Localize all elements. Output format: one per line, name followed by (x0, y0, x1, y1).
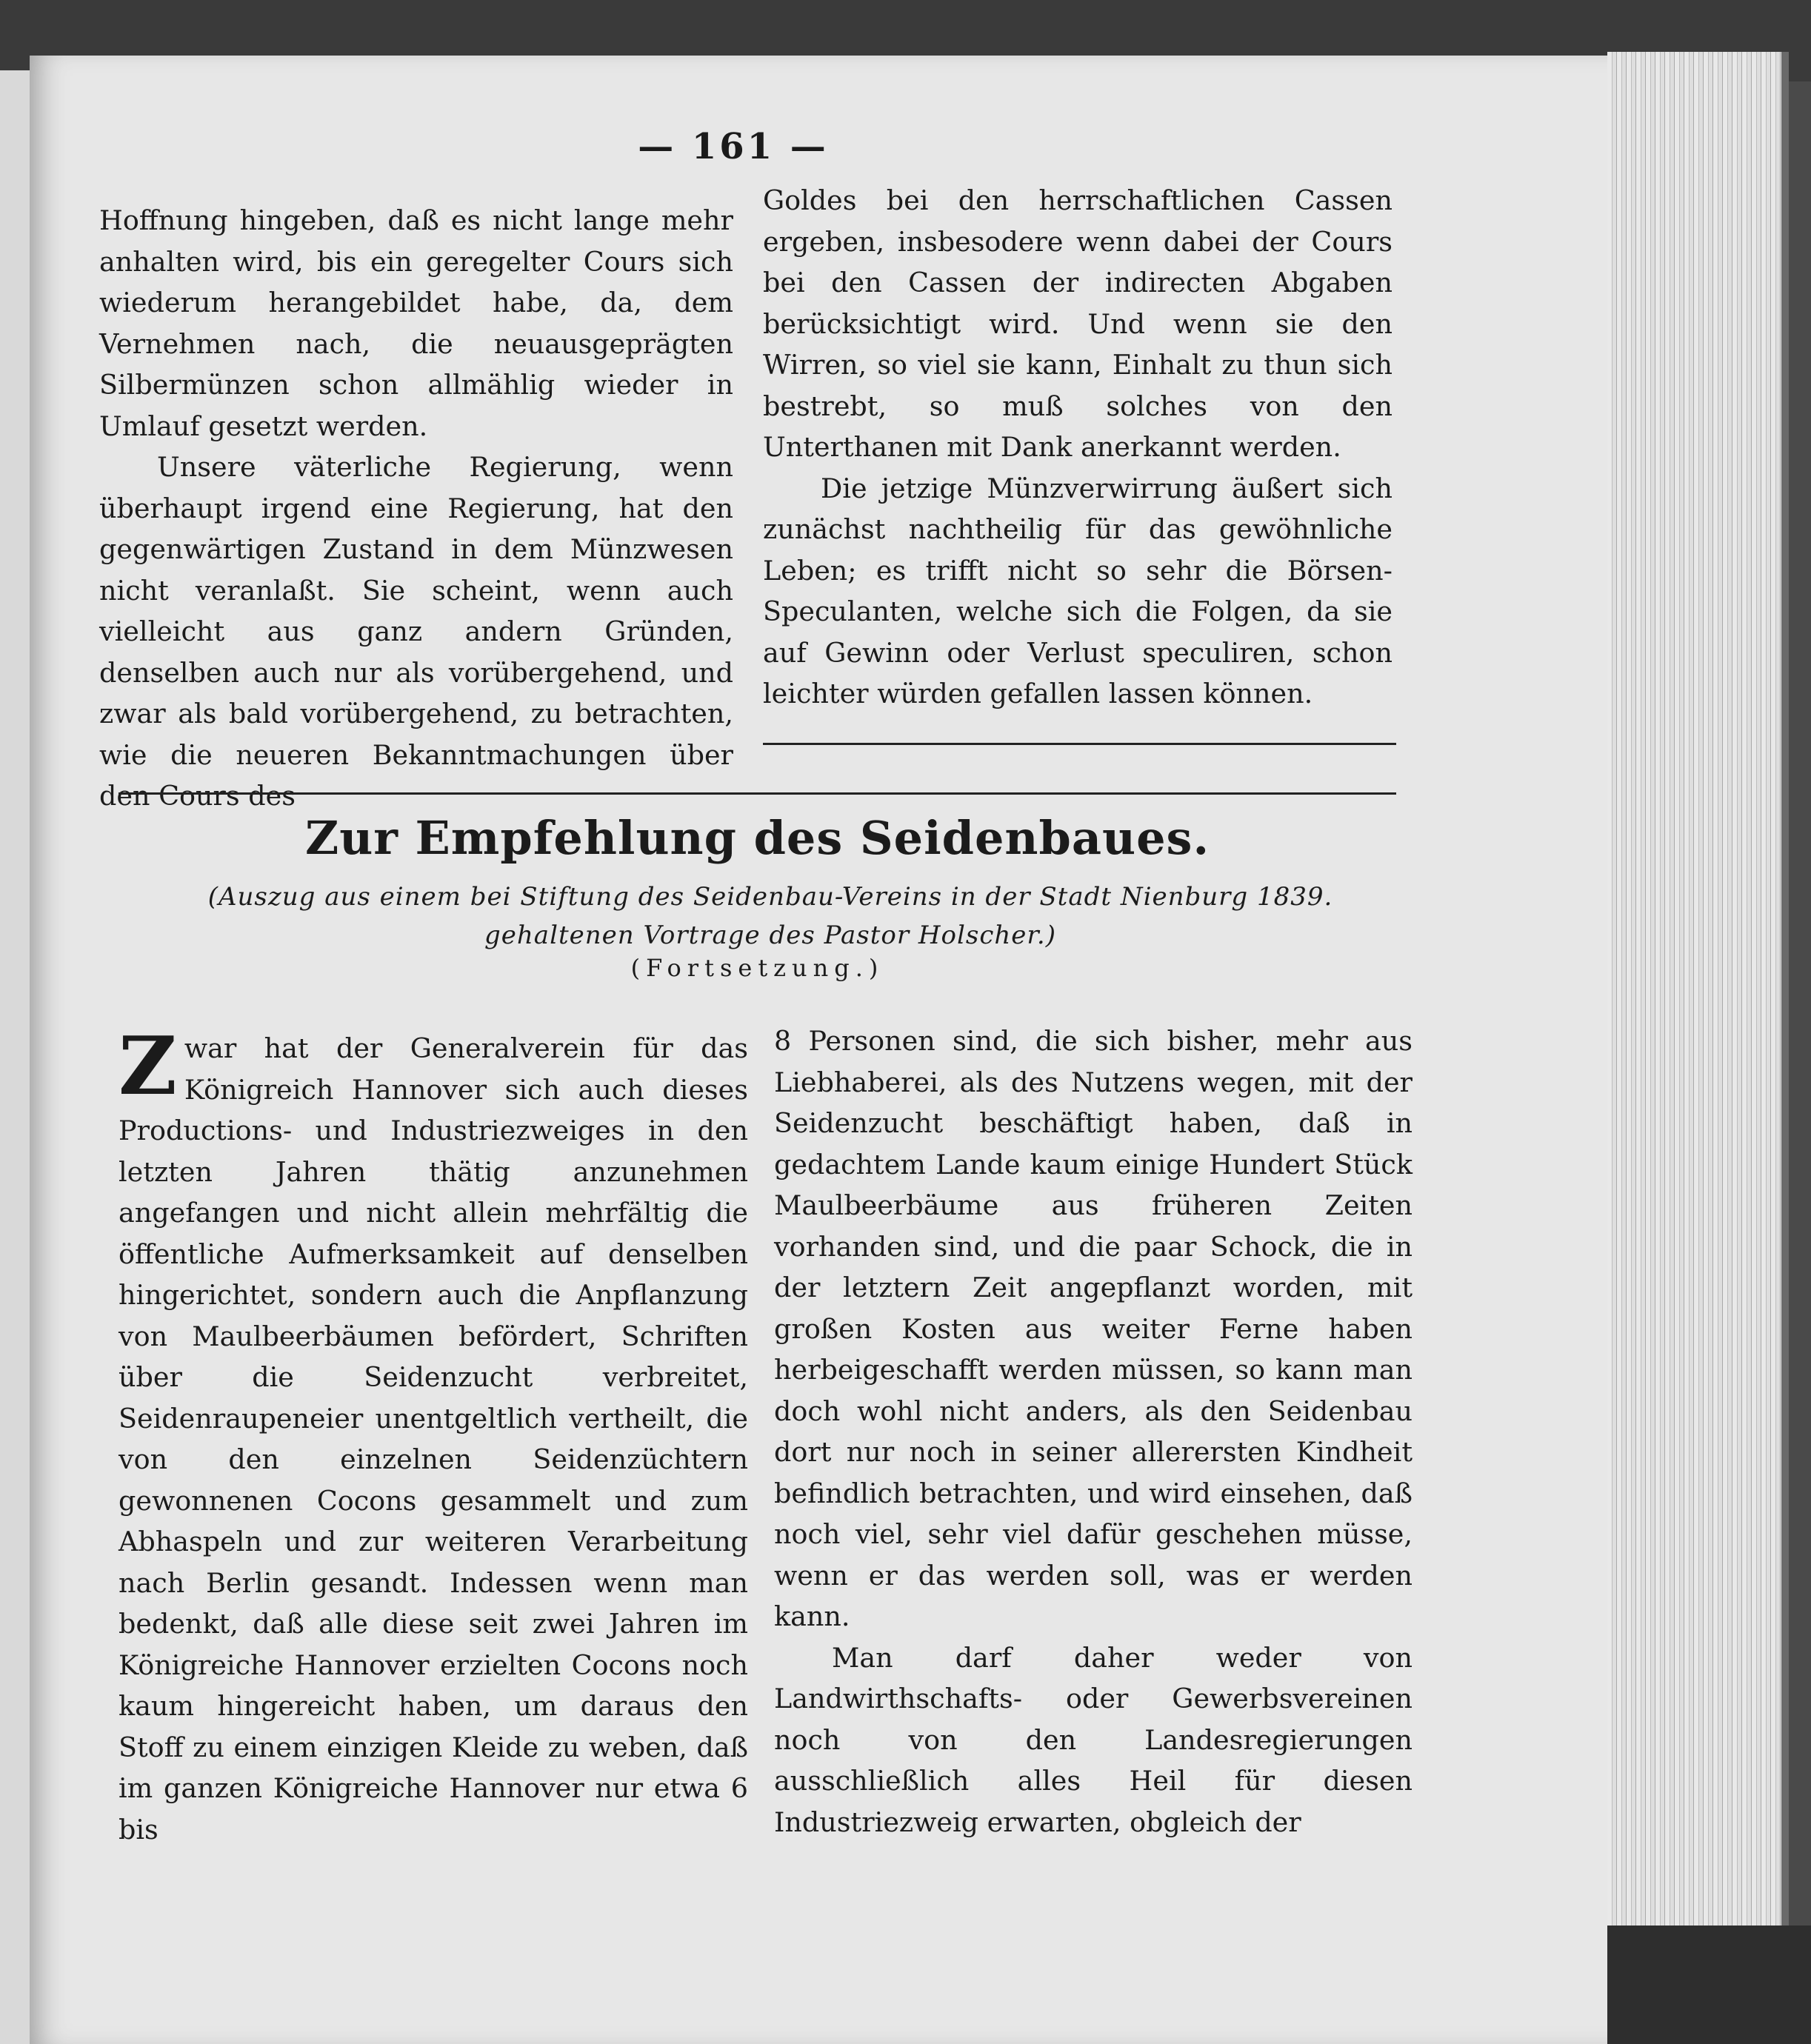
article-title: Zur Empfehlung des Seidenbaues. (304, 811, 1210, 865)
paragraph: 8 Personen sind, die sich bisher, mehr aus Liebhaberei, als des Nutzens wegen, mit der Seidenzucht beschäftigt haben, daß in gedachtem Lande kaum einige Hundert Stück Maulbeerbäume aus früheren Zeiten vorhanden sind, und die paar Schock, die in der letztern Zeit angepflanzt worden, mit großen Kosten aus weiter Ferne haben herbeigeschafft werden müssen, so kann man doch wohl nicht anders, als den Seidenbau dort nur noch in seiner allerersten Kindheit befindlich betrachten, und wird einsehen, daß noch viel, sehr viel dafür geschehen müsse, wenn er das werden soll, was er werden kann. (774, 1025, 1413, 1632)
paragraph: Goldes bei den herrschaftlichen Cassen ergeben, insbesodere wenn dabei der Cours bei den Cassen der indirecten Abgaben berücksichtigt wird. Und wenn sie den Wirren, so viel sie kann, Einhalt zu thun sich bestrebt, so muß solches von den Unterthanen mit Dank anerkannt werden. (763, 184, 1393, 463)
page-number: — 161 — (638, 126, 829, 167)
paragraph: Die jetzige Münzverwirrung äußert sich zunächst nachtheilig für das gewöhnliche Leben; es trifft nicht so sehr die Börsen-Speculanten, welche sich die Folgen, da sie auf Gewinn oder Verlust speculiren, schon leichter würden gefallen lassen können. (763, 472, 1393, 709)
top-left-column (99, 200, 733, 817)
drop-cap: Z (119, 1020, 177, 1113)
paragraph-text: war hat der Generalverein für das Königreich Hannover sich auch dieses Productions- und Industriezweiges in den letzten Jahren thätig anzunehmen angefangen und nicht allein mehrfältig die öffentliche Aufmerksamkeit auf denselben hingerichtet, sondern auch die Anpflanzung von Maulbeerbäumen befördert, Schriften über die Seidenzucht verbreitet, Seidenraupeneier unentgeltlich vertheilt, die von den einzelnen Seidenzüchtern gewonnenen Cocons gesammelt und zum Abhaspeln und zur weiteren Verarbeitung nach Berlin gesandt. Indessen wenn man bedenkt, daß alle diese seit zwei Jahren im Königreiche Hannover erzielten Cocons noch kaum hingereicht haben, um daraus den Stoff zu einem einzigen Kleide zu weben, daß im ganzen Königreiche Hannover nur etwa 6 bis (119, 1032, 748, 1846)
section-divider (119, 792, 1396, 795)
section-divider (763, 743, 1396, 745)
subtitle-line: (Auszug aus einem bei Stiftung des Seidenbau-Vereins in der Stadt Nienburg 1839. (207, 882, 1333, 912)
article-right-column (774, 1021, 1413, 1843)
continuation-note: (Fortsetzung.) (630, 954, 884, 982)
article-subtitle (148, 878, 1393, 955)
paragraph: Man darf daher weder von Landwirthschafts- oder Gewerbsvereinen noch von den Landesregierungen ausschließlich alles Heil für diesen Industriezweig erwarten, obgleich der (774, 1641, 1413, 1838)
article-left-column (119, 1020, 748, 1850)
paragraph: Unsere väterliche Regierung, wenn überhaupt irgend eine Regierung, hat den gegenwärtigen Zustand in dem Münzwesen nicht veranlaßt. Sie scheint, wenn auch vielleicht aus ganz andern Gründen, denselben auch nur als vorübergehend, und zwar als bald vorübergehend, zu betrachten, wie die neueren Bekanntmachungen über den Cours des (99, 451, 733, 812)
paragraph: Hoffnung hingeben, daß es nicht lange mehr anhalten wird, bis ein geregelter Cours sich wiederum herangebildet habe, da, dem Vernehmen nach, die neuausgeprägten Silbermünzen schon allmählig wieder in Umlauf gesetzt werden. (99, 204, 733, 442)
paragraph (119, 1020, 748, 1850)
top-right-column (763, 180, 1393, 715)
page-stack-edges (1607, 52, 1789, 1940)
subtitle-line: gehaltenen Vortrage des Pastor Holscher.) (484, 921, 1056, 950)
